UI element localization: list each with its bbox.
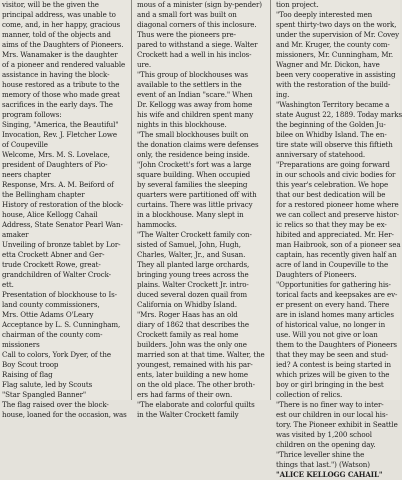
text-line: "Mrs. Roger Haas has an old: [137, 310, 238, 319]
text-line: "John Crockett's fort was a large: [137, 160, 252, 169]
text-line: house, loaned for the occasion, was: [2, 410, 127, 419]
text-line: in the Walter Crockett family: [137, 410, 239, 419]
text-line: only, the residence being inside.: [137, 150, 250, 159]
text-line: They all planted large orchards,: [137, 260, 250, 269]
text-line: ied? A contest is being started in: [276, 360, 391, 369]
text-line: Invocation, Rev. J. Fletcher Lowe: [2, 130, 117, 139]
text-line: "The elaborate and colorful quilts: [137, 400, 255, 409]
text-line: for a restored pioneer home where: [276, 200, 399, 209]
text-line: this year's celebration. We hope: [276, 180, 389, 189]
middle-column: [137, 0, 265, 419]
column-rule: [270, 0, 271, 400]
text-line: assistance in having the block-: [2, 70, 110, 79]
text-line: was visited by 1,200 school: [276, 430, 372, 439]
text-line: Address, State Senator Pearl Wan-: [2, 220, 123, 229]
text-line: ers had farms of their own.: [137, 390, 233, 399]
text-line: Dr. Kellogg was away from home: [137, 100, 253, 109]
text-line: which prizes will be given to the: [276, 370, 390, 379]
text-line: Crockett had a well in his inclos-: [137, 50, 252, 59]
text-line: with the restoration of the build-: [276, 80, 391, 89]
text-line: sacrifices in the early days. The: [2, 100, 113, 109]
text-line: California on Whidby Island.: [137, 300, 237, 309]
text-line: mous of a minister (sign by-pender): [137, 0, 262, 9]
text-line: principal address, was unable to: [2, 10, 116, 19]
text-line: of historical value, no longer in: [276, 320, 386, 329]
text-line: Acceptance by L. S. Cunningham,: [2, 320, 121, 329]
text-line: we can collect and preserve histor-: [276, 210, 399, 219]
text-line: visitor, will be the given the: [2, 0, 99, 9]
text-line: by several families the sleeping: [137, 180, 248, 189]
text-line: been very cooperative in assisting: [276, 70, 396, 79]
text-line: "Preparations are going forward: [276, 160, 390, 169]
text-line: nights in this blockhouse.: [137, 120, 227, 129]
text-line: The flag raised over the block-: [2, 400, 109, 409]
text-line: bringing young trees across the: [137, 270, 249, 279]
text-line: Unveiling of bronze tablet by Lor-: [2, 240, 121, 249]
text-line: pared to withstand a siege. Walter: [137, 40, 258, 49]
text-line: in our schools and civic bodies for: [276, 170, 396, 179]
author-signature: "ALICE KELLOGG CAHAIL": [276, 470, 383, 479]
text-line: hammocks.: [137, 220, 177, 229]
text-line: are in island homes many articles: [276, 310, 394, 319]
text-line: "The Walter Crockett family con-: [137, 230, 252, 239]
right-column: [276, 0, 402, 479]
text-line: of a pioneer and rendered valuable: [2, 60, 126, 69]
text-line: plains. Walter Crockett Jr. intro-: [137, 280, 249, 289]
text-line: boy or girl bringing in the best: [276, 380, 384, 389]
text-line: state August 22, 1889. Today marks: [276, 110, 402, 119]
text-line: missioners, Mr. Cunningham, Mr.: [276, 50, 394, 59]
text-line: Flag salute, led by Scouts: [2, 380, 93, 389]
text-line: aims of the Daughters of Pioneers.: [2, 40, 124, 49]
text-line: etta Crockett Abner and Ger-: [2, 250, 105, 259]
text-line: er present on every hand. There: [276, 300, 390, 309]
text-line: square building. When occupied: [137, 170, 251, 179]
text-line: president of Daughters of Pio-: [2, 160, 108, 169]
text-line: children on the opening day.: [276, 440, 376, 449]
text-line: man Haibrook, son of a pioneer sea: [276, 240, 401, 249]
text-line: diary of 1862 that describes the: [137, 320, 249, 329]
text-line: acre of land in Coupeville to the: [276, 260, 389, 269]
text-line: duced several dozen quail from: [137, 290, 247, 299]
text-line: captain, has recently given half an: [276, 250, 397, 259]
text-line: "Star Spangled Banner": [2, 390, 87, 399]
text-line: "The small blockhouses built on: [137, 130, 249, 139]
text-line: Singing, "America, the Beautiful": [2, 120, 119, 129]
text-line: chairman of the county com-: [2, 330, 103, 339]
text-line: Crockett family as real home: [137, 330, 239, 339]
text-line: married son at that time. Walter, the: [137, 350, 265, 359]
text-line: things that last.") (Watson): [276, 460, 370, 469]
text-line: his wife and children spent many: [137, 110, 254, 119]
text-line: spent thirty-two days on the work,: [276, 20, 397, 29]
text-line: "There is no finer way to inter-: [276, 400, 384, 409]
text-line: builders. John was the only one: [137, 340, 247, 349]
text-line: the beginning of the Golden Ju-: [276, 120, 386, 129]
text-line: youngest, remained with his par-: [137, 360, 253, 369]
text-line: under the supervision of Mr. Covey: [276, 30, 400, 39]
text-line: manner, told of the objects and: [2, 30, 111, 39]
text-line: Welcome, Mrs. M. S. Lovelace,: [2, 150, 110, 159]
text-line: and Mr. Kruger, the county com-: [276, 40, 390, 49]
text-line: memory of those who made great: [2, 90, 120, 99]
text-line: History of restoration of the block-: [2, 200, 124, 209]
text-line: "Washington Territory became a: [276, 100, 390, 109]
text-line: trude Crockett Rowe, great-: [2, 260, 101, 269]
text-line: that our best dedication will be: [276, 190, 386, 199]
text-line: Daughters of Pioneers.: [276, 270, 357, 279]
text-line: Response, Mrs. A. M. Beiford of: [2, 180, 114, 189]
text-line: quarters were partitioned off with: [137, 190, 257, 199]
column-rule: [131, 0, 132, 400]
text-line: Charles, Walter, Jr., and Susan.: [137, 250, 246, 259]
text-line: anniversary of statehood.: [276, 150, 366, 159]
text-line: use. Will you not give or loan: [276, 330, 378, 339]
text-line: "This group of blockhouses was: [137, 70, 248, 79]
text-line: Call to colors, York Dyer, of the: [2, 350, 111, 359]
text-line: Mrs. Ottie Adams O'Leary: [2, 310, 94, 319]
text-line: the Bellingham chapter: [2, 190, 85, 199]
text-line: grandchildren of Walter Crock-: [2, 270, 111, 279]
text-line: tory. The Pioneer exhibit in Seattle: [276, 420, 398, 429]
text-line: house, Alice Kellogg Cahail: [2, 210, 98, 219]
text-line: collection of relics.: [276, 390, 343, 399]
text-line: the donation claims were defenses: [137, 140, 259, 149]
text-line: available to the settlers in the: [137, 80, 242, 89]
text-line: ic relics so that they may be ex-: [276, 220, 387, 229]
text-line: "Too deeply interested men: [276, 10, 373, 19]
text-line: bilee on Whidby Island. The en-: [276, 130, 387, 139]
text-line: ents, later building a new home: [137, 370, 249, 379]
text-line: est our children in our local his-: [276, 410, 388, 419]
text-line: neers chapter: [2, 170, 51, 179]
text-line: program follows:: [2, 110, 62, 119]
text-line: diagonal corners of this inclosure.: [137, 20, 257, 29]
text-line: land county commissioners,: [2, 300, 100, 309]
text-line: Presentation of blockhouse to Is-: [2, 290, 117, 299]
text-line: and a small fort was built on: [137, 10, 237, 19]
text-line: that they may be seen and stud-: [276, 350, 389, 359]
text-line: in a blockhouse. Many slept in: [137, 210, 244, 219]
text-line: missioners: [2, 340, 40, 349]
text-line: Thus were the pioneers pre-: [137, 30, 236, 39]
text-line: Mrs. Wanamaker is the daughter: [2, 50, 118, 59]
left-column: [2, 0, 127, 419]
text-line: "Opportunities for gathering his-: [276, 280, 391, 289]
text-line: torical facts and keepsakes are ev-: [276, 290, 398, 299]
text-line: sisted of Samuel, John, Hugh,: [137, 240, 241, 249]
text-line: event of an Indian "scare." When: [137, 90, 253, 99]
text-line: Wagner and Mr. Dickon, have: [276, 60, 380, 69]
text-line: ing.: [276, 90, 290, 99]
text-line: ure.: [137, 60, 152, 69]
text-line: come, and, in her happy, gracious: [2, 20, 121, 29]
text-line: tire state will observe this fiftieth: [276, 140, 393, 149]
text-line: them to the Daughters of Pioneers: [276, 340, 397, 349]
text-line: amaker: [2, 230, 29, 239]
text-line: curtains. There was little privacy: [137, 200, 253, 209]
text-line: ett.: [2, 280, 14, 289]
text-line: tion project.: [276, 0, 319, 9]
text-line: hibited and appreciated. Mr. Her-: [276, 230, 394, 239]
text-line: house restored as a tribute to the: [2, 80, 120, 89]
text-line: "Thrice leveller shine the: [276, 450, 365, 459]
text-line: Boy Scout troop: [2, 360, 59, 369]
text-line: of Coupeville: [2, 140, 48, 149]
text-line: on the old place. The other broth-: [137, 380, 255, 389]
text-line: Raising of flag: [2, 370, 53, 379]
